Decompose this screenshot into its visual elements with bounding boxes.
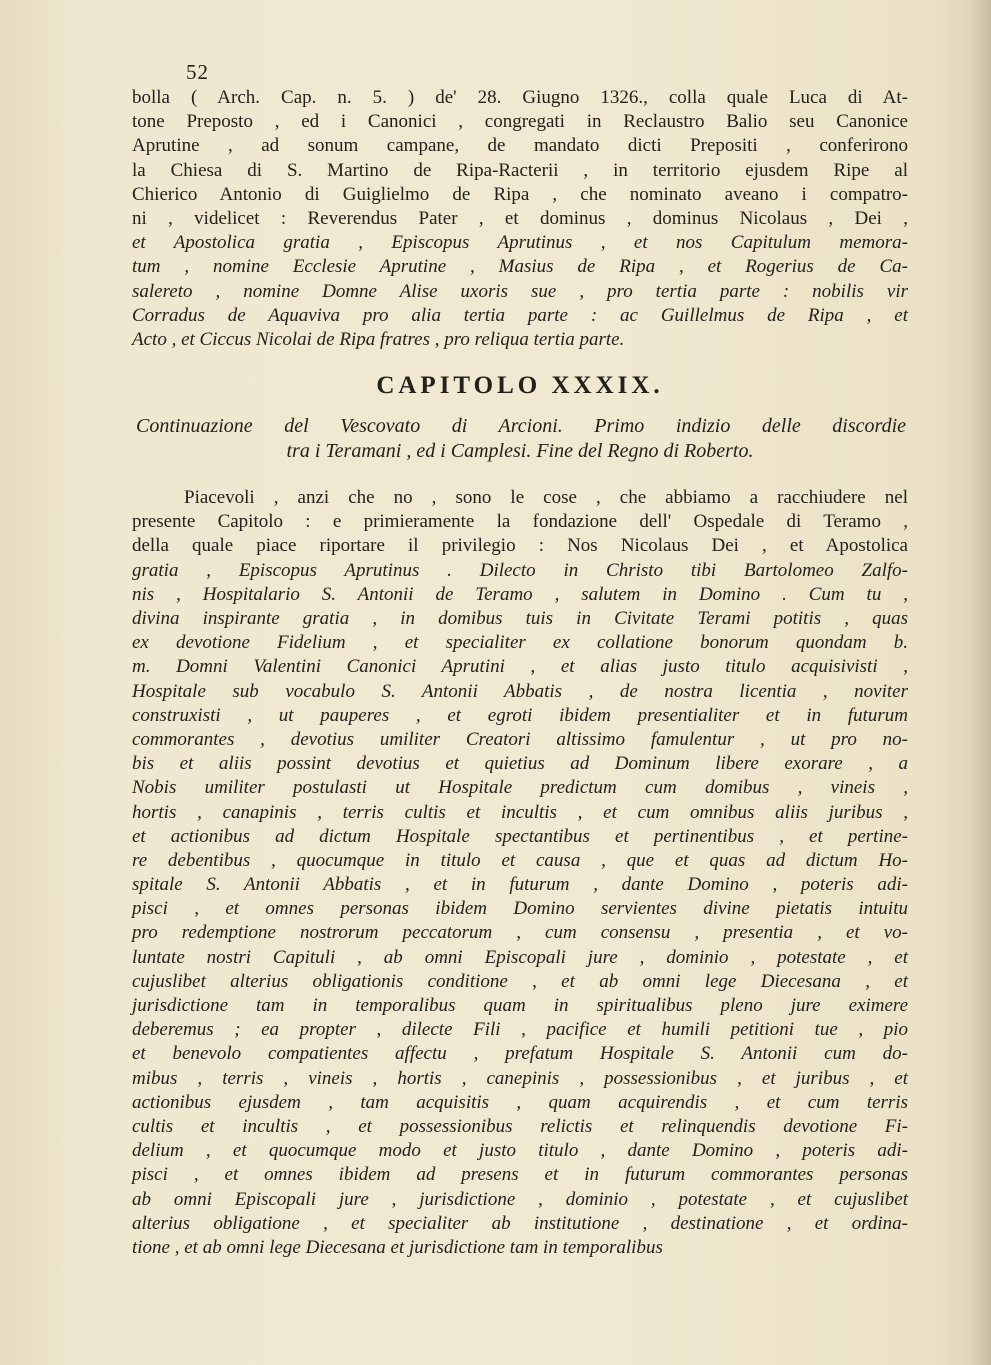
- chapter-heading: CAPITOLO XXXIX.: [376, 372, 664, 400]
- text-line: ex devotione Fidelium , et specialiter ex collatione bonorum quondam b.: [132, 632, 908, 654]
- page-edge-shadow: [969, 0, 991, 1365]
- text-line: Hospitale sub vocabulo S. Antonii Abbatis , de nostra licentia , noviter: [132, 680, 908, 702]
- text-line: salereto , nomine Domne Alise uxoris sue , pro tertia parte : nobilis vir: [132, 280, 908, 302]
- subtitle-line: Continuazione del Vescovato di Arcioni. Primo indizio delle discordie: [136, 415, 906, 438]
- text-line: cultis et incultis , et possessionibus relictis et relinquendis devotione Fi-: [132, 1115, 908, 1137]
- text-line: et benevolo compatientes affectu , prefatum Hospitale S. Antonii cum do-: [132, 1043, 908, 1065]
- page-content: [132, 86, 908, 1260]
- text-line: divina inspirante gratia , in domibus tuis in Civitate Terami potitis , quas: [132, 608, 908, 629]
- text-line: commorantes , devotius umiliter Creatori altissimo famulentur , ut pro no-: [132, 728, 908, 750]
- text-line: tum , nomine Ecclesie Aprutine , Masius de Ripa , et Rogerius de Ca-: [132, 256, 908, 278]
- main-paragraph: [132, 486, 908, 1260]
- text-line: Corradus de Aquaviva pro alia tertia parte : ac Guillelmus de Ripa , et: [132, 304, 908, 326]
- text-line: et Apostolica gratia , Episcopus Aprutinus , et nos Capitulum memora-: [132, 232, 908, 254]
- text-line: Nobis umiliter postulasti ut Hospitale predictum cum domibus , vineis ,: [132, 777, 908, 799]
- text-line: Chierico Antonio di Guiglielmo de Ripa , che nominato aveano i compatro-: [132, 183, 908, 205]
- text-line: hortis , canapinis , terris cultis et incultis , et cum omnibus aliis juribus ,: [132, 801, 908, 823]
- text-line: bolla ( Arch. Cap. n. 5. ) de' 28. Giugno 1326., colla quale Luca di At-: [132, 87, 908, 108]
- text-line: pisci , et omnes personas ibidem Domino servientes divine pietatis intuitu: [132, 898, 908, 920]
- text-line: tione , et ab omni lege Diecesana et jurisdictione tam in temporalibus: [132, 1236, 663, 1258]
- text-line: pisci , et omnes ibidem ad presens et in futurum commorantes personas: [132, 1164, 908, 1186]
- text-line: spitale S. Antonii Abbatis , et in futurum , dante Domino , poteris adi-: [132, 874, 908, 896]
- top-paragraph: [132, 86, 908, 352]
- text-line: actionibus ejusdem , tam acquisitis , quam acquirendis , et cum terris: [132, 1091, 908, 1113]
- text-line: m. Domni Valentini Canonici Aprutini , et alias justo titulo acquisivisti ,: [132, 656, 908, 678]
- text-line: delium , et quocumque modo et justo titulo , dante Domino , poteris adi-: [132, 1140, 908, 1162]
- subtitle-line: tra i Teramani , ed i Camplesi. Fine del Regno di Roberto.: [286, 440, 754, 463]
- text-line: della quale piace riportare il privilegio : Nos Nicolaus Dei , et Apostolica: [132, 535, 908, 557]
- text-line: Acto , et Ciccus Nicolai de Ripa fratres , pro reliqua tertia parte.: [132, 328, 625, 350]
- text-line: ab omni Episcopali jure , jurisdictione , dominio , potestate , et cujuslibet: [132, 1188, 908, 1210]
- text-line: presente Capitolo : e primieramente la fondazione dell' Ospedale di Teramo ,: [132, 511, 908, 533]
- page-number: 52: [186, 60, 209, 84]
- text-line: construxisti , ut pauperes , et egroti ibidem presentialiter et in futurum: [132, 704, 908, 726]
- text-line: mibus , terris , vineis , hortis , canepinis , possessionibus , et juribus , et: [132, 1067, 908, 1089]
- text-line: re debentibus , quocumque in titulo et causa , que et quas ad dictum Ho-: [132, 849, 908, 871]
- text-line: tone Preposto , ed i Canonici , congregati in Reclaustro Balio seu Canonice: [132, 111, 908, 133]
- text-line: luntate nostri Capituli , ab omni Episcopali jure , dominio , potestate , et: [132, 946, 908, 968]
- text-line: gratia , Episcopus Aprutinus . Dilecto in Christo tibi Bartolomeo Zalfo-: [132, 559, 908, 581]
- text-line: la Chiesa di S. Martino de Ripa-Racterii , in territorio ejusdem Ripe al: [132, 159, 908, 181]
- text-line: pro redemptione nostrorum peccatorum , cum consensu , presentia , et vo-: [132, 922, 908, 944]
- text-line: Piacevoli , anzi che no , sono le cose , che abbiamo a racchiudere nel: [184, 487, 908, 509]
- text-line: jurisdictione tam in temporalibus quam in spiritualibus pleno jure eximere: [132, 995, 908, 1016]
- text-line: Aprutine , ad sonum campane, de mandato dicti Prepositi , conferirono: [132, 135, 908, 157]
- text-line: bis et aliis possint devotius et quietius ad Dominum libere exorare , a: [132, 753, 908, 775]
- text-line: cujuslibet alterius obligationis conditione , et ab omni lege Diecesana , et: [132, 970, 908, 992]
- text-line: alterius obligatione , et specialiter ab institutione , destinatione , et ordina-: [132, 1212, 908, 1234]
- text-line: ni , videlicet : Reverendus Pater , et dominus , dominus Nicolaus , Dei ,: [132, 207, 908, 229]
- text-line: deberemus ; ea propter , dilecte Fili , pacifice et humili petitioni tue , pio: [132, 1019, 908, 1041]
- text-line: et actionibus ad dictum Hospitale spectantibus et pertinentibus , et pertine-: [132, 825, 908, 847]
- chapter-subtitle: [132, 414, 908, 464]
- text-line: nis , Hospitalario S. Antonii de Teramo , salutem in Domino . Cum tu ,: [132, 583, 908, 605]
